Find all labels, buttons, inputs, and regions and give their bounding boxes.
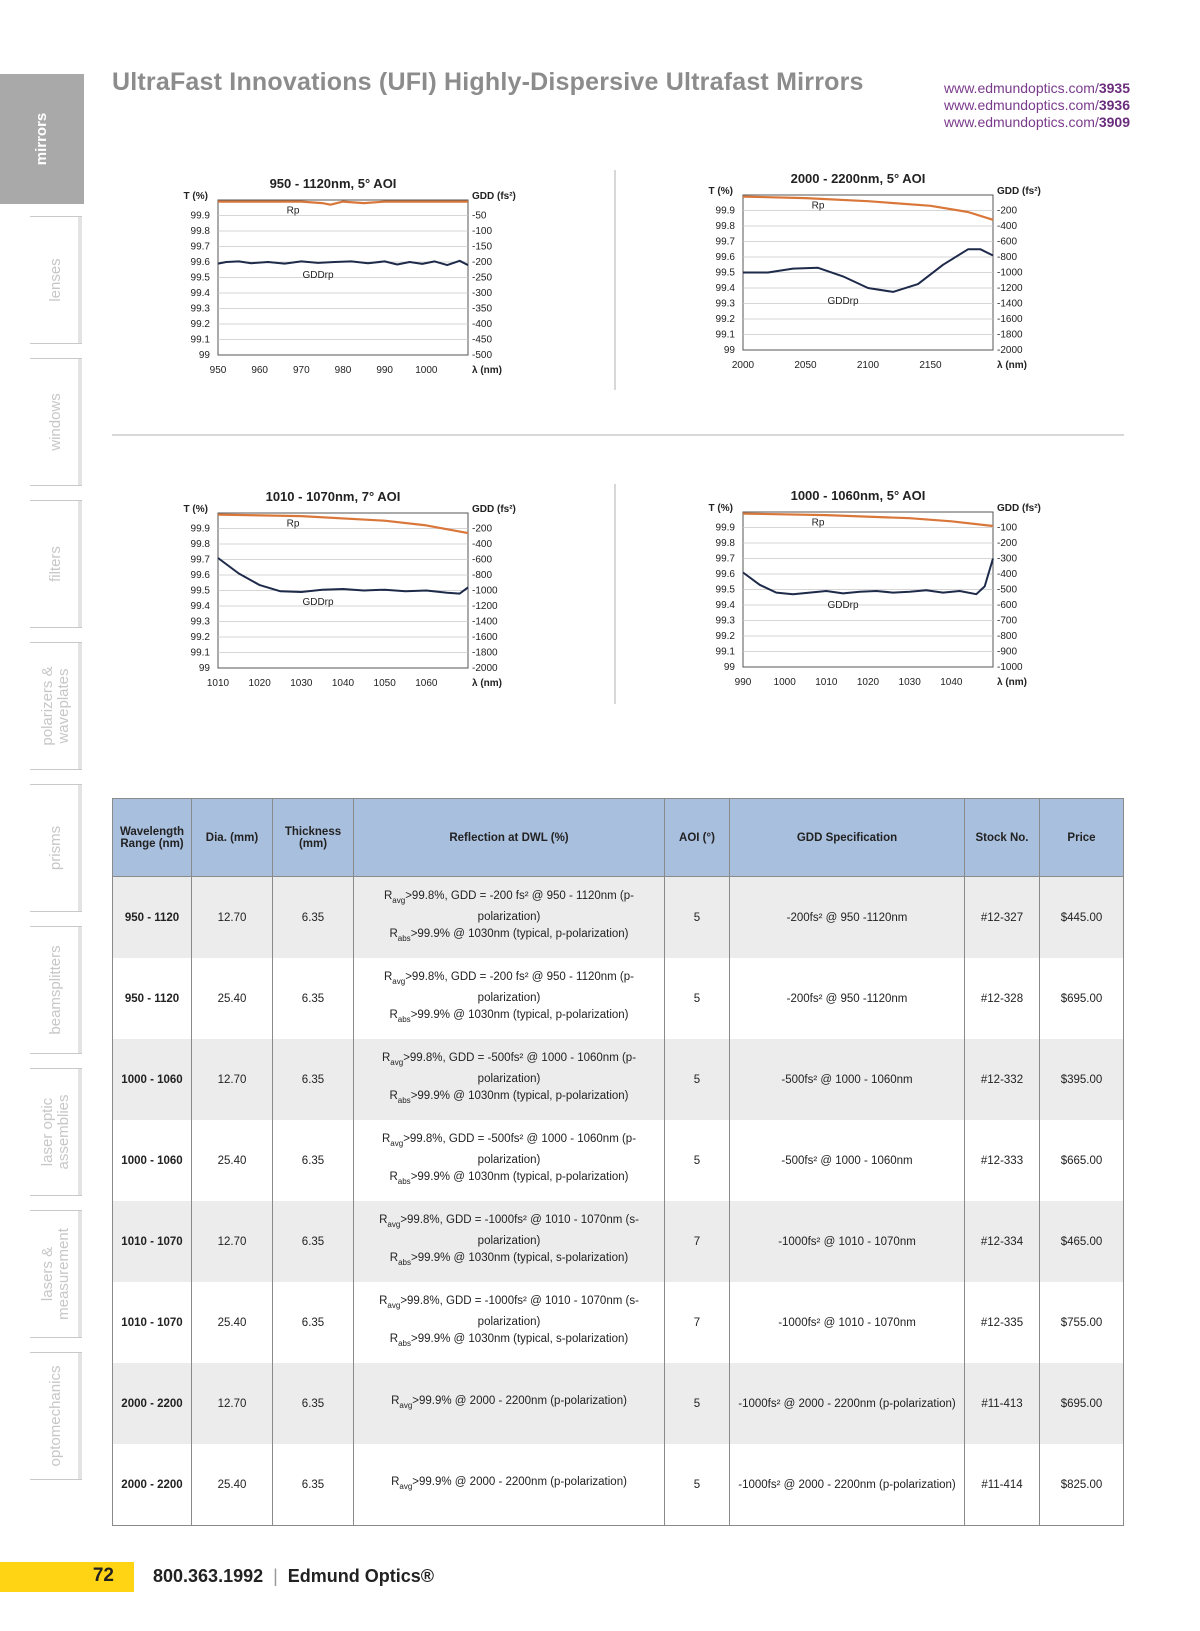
series-line-rp bbox=[218, 202, 468, 205]
table-row bbox=[113, 1282, 1124, 1363]
y-tick-label: -400 bbox=[472, 539, 493, 550]
x-tick-label: 1060 bbox=[415, 678, 438, 689]
diameter: 12.70 bbox=[192, 1363, 273, 1444]
reflection-line: >99.9% @ 1030nm (typical, p-polarization) bbox=[410, 1009, 629, 1021]
y-tick-label: 99.5 bbox=[715, 584, 735, 596]
y-tick-label: 99.4 bbox=[190, 601, 210, 612]
r-subscript: abs bbox=[397, 1015, 411, 1024]
wavelength-range: 1010 - 1070 bbox=[113, 1201, 192, 1282]
y-tick-label: 99.9 bbox=[190, 523, 210, 535]
wavelength-range: 1010 - 1070 bbox=[113, 1282, 192, 1363]
side-tab-label: prisms bbox=[47, 825, 64, 871]
y-tick-label: -1800 bbox=[997, 329, 1023, 341]
diameter: 12.70 bbox=[192, 877, 273, 959]
series-label: GDDrp bbox=[827, 296, 859, 307]
x-tick-label: 1040 bbox=[940, 677, 963, 688]
y-axis-label-left: T (%) bbox=[183, 191, 208, 202]
thickness: 6.35 bbox=[273, 1039, 354, 1120]
y-axis-label-right: GDD (fs²) bbox=[472, 191, 516, 202]
wavelength-range: 1000 - 1060 bbox=[113, 1039, 192, 1120]
y-tick-label: -1400 bbox=[472, 616, 498, 628]
series-label: Rp bbox=[286, 205, 300, 217]
diameter: 25.40 bbox=[192, 958, 273, 1039]
brand-name: Edmund Optics® bbox=[287, 1566, 435, 1586]
y-tick-label: -600 bbox=[472, 554, 493, 566]
thickness: 6.35 bbox=[273, 1201, 354, 1282]
aoi: 7 bbox=[665, 1282, 730, 1363]
stock-number[interactable]: #12-335 bbox=[965, 1282, 1040, 1363]
tab-edge bbox=[78, 359, 82, 485]
aoi: 5 bbox=[665, 1444, 730, 1526]
y-tick-label: -300 bbox=[472, 288, 493, 299]
side-tab[interactable] bbox=[30, 500, 82, 628]
y-tick-label: 99.7 bbox=[715, 236, 735, 248]
y-tick-label: 99.6 bbox=[190, 257, 210, 268]
y-tick-label: 99.1 bbox=[715, 646, 735, 658]
gdd-spec: -1000fs² @ 1010 - 1070nm bbox=[730, 1282, 965, 1363]
wavelength-range: 2000 - 2200 bbox=[113, 1363, 192, 1444]
x-tick-label: 1010 bbox=[815, 677, 838, 688]
y-tick-label: -800 bbox=[997, 631, 1018, 642]
y-axis-label-left: T (%) bbox=[183, 504, 208, 515]
reflection-line: >99.9% @ 1030nm (typical, p-polarization) bbox=[410, 1171, 629, 1183]
x-tick-label: 1040 bbox=[331, 678, 355, 689]
tab-edge bbox=[78, 785, 82, 911]
phone-number: 800.363.1992 bbox=[153, 1566, 264, 1586]
side-tab-label: beamsplitters bbox=[47, 945, 64, 1035]
y-tick-label: 99.8 bbox=[715, 221, 735, 232]
reflection-line: >99.8%, GDD = -200 fs² @ 950 - 1120nm (p-polarization) bbox=[405, 971, 634, 1004]
side-tab[interactable] bbox=[30, 642, 82, 770]
side-tab[interactable] bbox=[0, 74, 84, 204]
chart-divider bbox=[614, 484, 616, 704]
page-number: 72 bbox=[92, 1565, 114, 1586]
url-link[interactable]: www.edmundoptics.com/3936 bbox=[944, 97, 1130, 113]
reflection: $R_{avg}>99.8\%$, GDD = -500fs² @ 1000 - 1060nm (p-polarization) $R_{abs}>99.9\%$ @ 1030nm (typical, p-polarization) bbox=[354, 1039, 665, 1120]
y-tick-label: 99 bbox=[198, 350, 210, 361]
reflection: $R_{avg}>99.8\%$, GDD = -500fs² @ 1000 - 1060nm (p-polarization) $R_{abs}>99.9\%$ @ 1030nm (typical, p-polarization) bbox=[354, 1120, 665, 1201]
thickness: 6.35 bbox=[273, 958, 354, 1039]
y-tick-label: -600 bbox=[997, 236, 1018, 248]
r-subscript: avg bbox=[392, 977, 406, 986]
col-header: Stock No. bbox=[965, 799, 1040, 877]
y-tick-label: 99.5 bbox=[715, 267, 735, 279]
reflection-line: >99.9% @ 1030nm (typical, s-polarization) bbox=[411, 1252, 629, 1264]
side-tab[interactable] bbox=[30, 1210, 82, 1338]
series-label: GDDrp bbox=[302, 596, 334, 608]
y-tick-label: 99.6 bbox=[715, 252, 735, 263]
y-tick-label: 99.1 bbox=[715, 329, 735, 341]
aoi: 7 bbox=[665, 1201, 730, 1282]
y-tick-label: -400 bbox=[997, 569, 1018, 580]
side-tab-label: lenses bbox=[47, 258, 64, 302]
side-tab-label: filters bbox=[47, 546, 64, 582]
y-tick-label: -250 bbox=[472, 272, 493, 284]
gdd-spec: -500fs² @ 1000 - 1060nm bbox=[730, 1120, 965, 1201]
side-tab-label: windows bbox=[47, 393, 64, 451]
col-header: Reflection at DWL (%) bbox=[354, 799, 665, 877]
y-tick-label: -500 bbox=[472, 350, 493, 361]
y-tick-label: 99.3 bbox=[715, 615, 735, 627]
y-tick-label: 99.4 bbox=[190, 288, 210, 299]
y-axis-label-right: GDD (fs²) bbox=[997, 186, 1041, 197]
thickness: 6.35 bbox=[273, 1444, 354, 1526]
y-tick-label: 99 bbox=[198, 663, 210, 674]
reflection-line: >99.8%, GDD = -1000fs² @ 1010 - 1070nm (s-polarization) bbox=[400, 1295, 639, 1328]
side-tab-label: optomechanics bbox=[47, 1365, 64, 1467]
table-row bbox=[113, 1444, 1124, 1526]
stock-number[interactable]: #12-328 bbox=[965, 958, 1040, 1039]
y-tick-label: -150 bbox=[472, 241, 493, 253]
y-axis-label-left: T (%) bbox=[708, 503, 733, 514]
x-tick-label: 950 bbox=[209, 365, 227, 376]
wavelength-range: 950 - 1120 bbox=[113, 877, 192, 959]
y-tick-label: -700 bbox=[997, 615, 1018, 627]
y-tick-label: -1400 bbox=[997, 298, 1023, 310]
y-tick-label: -450 bbox=[472, 334, 493, 346]
r-subscript: avg bbox=[387, 1220, 401, 1229]
reflection-line: >99.8%, GDD = -1000fs² @ 1010 - 1070nm (s-polarization) bbox=[400, 1214, 639, 1247]
series-line-gddrp bbox=[218, 558, 468, 594]
chart-1000-1060 bbox=[705, 482, 1041, 712]
footer-separator: | bbox=[273, 1566, 278, 1586]
diameter: 25.40 bbox=[192, 1120, 273, 1201]
url-link[interactable]: www.edmundoptics.com/3935 bbox=[944, 80, 1130, 96]
x-axis-label: λ (nm) bbox=[997, 677, 1027, 688]
price: $395.00 bbox=[1040, 1039, 1124, 1120]
wavelength-range: 2000 - 2200 bbox=[113, 1444, 192, 1526]
price: $465.00 bbox=[1040, 1201, 1124, 1282]
col-header: Dia. (mm) bbox=[192, 799, 273, 877]
x-tick-label: 960 bbox=[251, 365, 269, 376]
y-tick-label: -100 bbox=[472, 226, 493, 237]
reflection-line: >99.9% @ 1030nm (typical, s-polarization) bbox=[411, 1333, 629, 1345]
y-tick-label: 99 bbox=[723, 345, 735, 356]
y-tick-label: -350 bbox=[472, 303, 493, 315]
y-tick-label: 99.7 bbox=[190, 554, 210, 566]
x-tick-label: 990 bbox=[376, 365, 394, 376]
diameter: 25.40 bbox=[192, 1282, 273, 1363]
y-tick-label: -200 bbox=[997, 538, 1018, 549]
reflection: $R_{avg}>99.8\%$, GDD = -1000fs² @ 1010 - 1070nm (s-polarization) $R_{abs}>99.9\%$ @ 1030nm (typical, s-polarization) bbox=[354, 1201, 665, 1282]
price: $695.00 bbox=[1040, 1363, 1124, 1444]
tab-edge bbox=[78, 643, 82, 769]
tab-edge bbox=[78, 1069, 82, 1195]
series-label: Rp bbox=[286, 518, 300, 530]
chart-950-1120 bbox=[180, 170, 516, 400]
x-tick-label: 1050 bbox=[373, 678, 396, 689]
y-tick-label: -400 bbox=[472, 319, 493, 330]
r-subscript: abs bbox=[398, 1258, 412, 1267]
y-tick-label: -2000 bbox=[472, 663, 498, 674]
chart-title: 1000 - 1060nm, 5° AOI bbox=[790, 488, 926, 503]
table-row bbox=[113, 1120, 1124, 1201]
y-tick-label: -200 bbox=[472, 523, 493, 535]
table-header-row bbox=[113, 799, 1124, 877]
col-header: AOI (°) bbox=[665, 799, 730, 877]
x-axis-label: λ (nm) bbox=[472, 365, 502, 376]
col-header: Wavelength Range (nm) bbox=[113, 799, 192, 877]
thickness: 6.35 bbox=[273, 1363, 354, 1444]
y-axis-label-right: GDD (fs²) bbox=[997, 503, 1041, 514]
chart-2000-2200 bbox=[705, 165, 1041, 395]
r-subscript: abs bbox=[397, 1177, 411, 1186]
x-tick-label: 970 bbox=[292, 365, 310, 376]
x-tick-label: 1020 bbox=[856, 677, 880, 688]
r-subscript: abs bbox=[397, 1096, 411, 1105]
series-label: GDDrp bbox=[302, 270, 334, 281]
chart-1010-1070 bbox=[180, 483, 516, 713]
chart-title: 1010 - 1070nm, 7° AOI bbox=[265, 489, 401, 504]
spec-table bbox=[112, 798, 1124, 1526]
x-axis-label: λ (nm) bbox=[997, 360, 1027, 371]
r-subscript: abs bbox=[398, 1339, 412, 1348]
price: $825.00 bbox=[1040, 1444, 1124, 1526]
series-label: Rp bbox=[811, 517, 825, 529]
y-tick-label: 99 bbox=[723, 662, 735, 673]
tab-edge bbox=[78, 1353, 82, 1479]
side-tab[interactable] bbox=[30, 358, 82, 486]
footer bbox=[153, 1566, 434, 1587]
stock-number[interactable]: #11-413 bbox=[965, 1363, 1040, 1444]
gdd-spec: -1000fs² @ 1010 - 1070nm bbox=[730, 1201, 965, 1282]
r-subscript: avg bbox=[392, 896, 406, 905]
side-tab-label: lasers & measurement bbox=[39, 1228, 72, 1320]
y-tick-label: -1200 bbox=[472, 601, 498, 612]
y-tick-label: 99.2 bbox=[715, 314, 735, 325]
side-tab-label: laser optic assemblies bbox=[39, 1094, 72, 1170]
series-line-rp bbox=[218, 515, 468, 534]
y-tick-label: -1600 bbox=[472, 632, 498, 643]
gdd-spec: -200fs² @ 950 -1120nm bbox=[730, 877, 965, 959]
tab-edge bbox=[78, 217, 82, 343]
y-tick-label: -200 bbox=[472, 257, 493, 268]
r-subscript: avg bbox=[390, 1139, 404, 1148]
series-label: Rp bbox=[811, 200, 825, 212]
y-tick-label: 99.4 bbox=[715, 283, 735, 294]
reflection: $R_{avg}>99.9\%$ @ 2000 - 2200nm (p-polarization) bbox=[354, 1363, 665, 1444]
x-tick-label: 1010 bbox=[206, 678, 230, 689]
thickness: 6.35 bbox=[273, 1282, 354, 1363]
y-tick-label: 99.6 bbox=[715, 569, 735, 580]
y-tick-label: -1000 bbox=[997, 662, 1023, 673]
y-tick-label: 99.1 bbox=[190, 647, 210, 659]
y-tick-label: 99.1 bbox=[190, 334, 210, 346]
diameter: 12.70 bbox=[192, 1039, 273, 1120]
y-axis-label-right: GDD (fs²) bbox=[472, 504, 516, 515]
table-row bbox=[113, 1039, 1124, 1120]
y-tick-label: 99.2 bbox=[190, 319, 210, 330]
page-number-box bbox=[0, 1562, 134, 1592]
y-tick-label: 99.8 bbox=[190, 539, 210, 550]
y-tick-label: 99.5 bbox=[190, 585, 210, 597]
y-tick-label: 99.8 bbox=[190, 226, 210, 237]
y-tick-label: -2000 bbox=[997, 345, 1023, 356]
x-tick-label: 2150 bbox=[919, 360, 942, 371]
y-tick-label: 99.8 bbox=[715, 538, 735, 549]
price: $445.00 bbox=[1040, 877, 1124, 959]
y-tick-label: 99.3 bbox=[190, 616, 210, 628]
y-tick-label: 99.5 bbox=[190, 272, 210, 284]
y-tick-label: -500 bbox=[997, 584, 1018, 596]
aoi: 5 bbox=[665, 1363, 730, 1444]
side-tab[interactable] bbox=[30, 784, 82, 912]
y-tick-label: -1800 bbox=[472, 647, 498, 659]
reflection: $R_{avg}>99.9\%$ @ 2000 - 2200nm (p-polarization) bbox=[354, 1444, 665, 1526]
aoi: 5 bbox=[665, 1039, 730, 1120]
y-tick-label: -100 bbox=[997, 522, 1018, 534]
col-header: Price bbox=[1040, 799, 1124, 877]
chart-row-divider bbox=[112, 434, 1124, 436]
wavelength-range: 950 - 1120 bbox=[113, 958, 192, 1039]
r-subscript: avg bbox=[390, 1058, 404, 1067]
diameter: 25.40 bbox=[192, 1444, 273, 1526]
y-tick-label: 99.9 bbox=[715, 205, 735, 217]
reflection-line: >99.9% @ 2000 - 2200nm (p-polarization) bbox=[412, 1395, 627, 1407]
series-line-rp bbox=[743, 197, 993, 220]
page-title: UltraFast Innovations (UFI) Highly-Dispersive Ultrafast Mirrors bbox=[112, 68, 864, 96]
reflection: $R_{avg}>99.8\%$, GDD = -1000fs² @ 1010 - 1070nm (s-polarization) $R_{abs}>99.9\%$ @ 1030nm (typical, s-polarization) bbox=[354, 1282, 665, 1363]
thickness: 6.35 bbox=[273, 1120, 354, 1201]
x-tick-label: 1000 bbox=[415, 365, 438, 376]
x-tick-label: 1020 bbox=[248, 678, 271, 689]
side-tab[interactable] bbox=[30, 926, 82, 1054]
table-row bbox=[113, 958, 1124, 1039]
x-tick-label: 990 bbox=[734, 677, 752, 688]
y-tick-label: -600 bbox=[997, 600, 1018, 611]
series-line-gddrp bbox=[218, 261, 468, 265]
reflection: $R_{avg}>99.8\%$, GDD = -200 fs² @ 950 - 1120nm (p-polarization) $R_{abs}>99.9\%$ @ 1030nm (typical, p-polarization) bbox=[354, 958, 665, 1039]
y-tick-label: 99.2 bbox=[715, 631, 735, 642]
stock-number[interactable]: #12-332 bbox=[965, 1039, 1040, 1120]
reflection: $R_{avg}>99.8\%$, GDD = -200 fs² @ 950 - 1120nm (p-polarization) $R_{abs}>99.9\%$ @ 1030nm (typical, p-polarization) bbox=[354, 877, 665, 959]
reflection-line: >99.8%, GDD = -200 fs² @ 950 - 1120nm (p-polarization) bbox=[405, 890, 634, 923]
r-subscript: avg bbox=[399, 1482, 413, 1491]
y-tick-label: -300 bbox=[997, 553, 1018, 565]
reflection-line: >99.9% @ 1030nm (typical, p-polarization) bbox=[410, 1090, 629, 1102]
reflection-line: >99.9% @ 1030nm (typical, p-polarization) bbox=[410, 928, 629, 940]
chart-divider bbox=[614, 170, 616, 390]
y-tick-label: -1000 bbox=[472, 585, 498, 597]
gdd-spec: -500fs² @ 1000 - 1060nm bbox=[730, 1039, 965, 1120]
gdd-spec: -200fs² @ 950 -1120nm bbox=[730, 958, 965, 1039]
stock-number[interactable]: #12-334 bbox=[965, 1201, 1040, 1282]
reflection-line: >99.8%, GDD = -500fs² @ 1000 - 1060nm (p-polarization) bbox=[403, 1052, 637, 1085]
x-tick-label: 2050 bbox=[794, 360, 817, 371]
reflection-line: >99.9% @ 2000 - 2200nm (p-polarization) bbox=[412, 1476, 627, 1488]
y-tick-label: 99.2 bbox=[190, 632, 210, 643]
x-tick-label: 2000 bbox=[731, 360, 755, 371]
stock-number[interactable]: #12-333 bbox=[965, 1120, 1040, 1201]
y-tick-label: 99.7 bbox=[190, 241, 210, 253]
series-label: GDDrp bbox=[827, 599, 859, 611]
url-link[interactable]: www.edmundoptics.com/3909 bbox=[944, 114, 1130, 130]
y-tick-label: 99.9 bbox=[190, 210, 210, 222]
y-tick-label: -1200 bbox=[997, 283, 1023, 294]
y-tick-label: -50 bbox=[472, 210, 487, 222]
y-tick-label: -800 bbox=[997, 252, 1018, 263]
side-tab[interactable] bbox=[30, 1352, 82, 1480]
y-tick-label: -400 bbox=[997, 221, 1018, 232]
tab-edge bbox=[78, 501, 82, 627]
x-axis-label: λ (nm) bbox=[472, 678, 502, 689]
x-tick-label: 1000 bbox=[773, 677, 796, 688]
y-tick-label: -1000 bbox=[997, 267, 1023, 279]
gdd-spec: -1000fs² @ 2000 - 2200nm (p-polarization) bbox=[730, 1444, 965, 1526]
aoi: 5 bbox=[665, 1120, 730, 1201]
y-tick-label: 99.3 bbox=[715, 298, 735, 310]
tab-edge bbox=[78, 1211, 82, 1337]
aoi: 5 bbox=[665, 958, 730, 1039]
r-subscript: avg bbox=[387, 1301, 401, 1310]
x-tick-label: 1030 bbox=[898, 677, 921, 688]
y-axis-label-left: T (%) bbox=[708, 186, 733, 197]
price: $755.00 bbox=[1040, 1282, 1124, 1363]
diameter: 12.70 bbox=[192, 1201, 273, 1282]
series-line-gddrp bbox=[743, 249, 993, 292]
stock-number[interactable]: #12-327 bbox=[965, 877, 1040, 959]
y-tick-label: -900 bbox=[997, 646, 1018, 658]
y-tick-label: 99.7 bbox=[715, 553, 735, 565]
side-tab-label: polarizers & waveplates bbox=[39, 666, 72, 746]
r-subscript: avg bbox=[399, 1401, 413, 1410]
gdd-spec: -1000fs² @ 2000 - 2200nm (p-polarization) bbox=[730, 1363, 965, 1444]
series-line-rp bbox=[743, 514, 993, 526]
y-tick-label: 99.6 bbox=[190, 570, 210, 581]
y-tick-label: 99.3 bbox=[190, 303, 210, 315]
table-row bbox=[113, 1201, 1124, 1282]
col-header: GDD Specification bbox=[730, 799, 965, 877]
x-tick-label: 980 bbox=[334, 365, 352, 376]
y-tick-label: -1600 bbox=[997, 314, 1023, 325]
table-row bbox=[113, 1363, 1124, 1444]
x-tick-label: 1030 bbox=[290, 678, 313, 689]
tab-edge bbox=[78, 927, 82, 1053]
series-line-gddrp bbox=[743, 559, 993, 595]
side-tab[interactable] bbox=[30, 216, 82, 344]
side-tab[interactable] bbox=[30, 1068, 82, 1196]
chart-title: 950 - 1120nm, 5° AOI bbox=[269, 176, 397, 191]
stock-number[interactable]: #11-414 bbox=[965, 1444, 1040, 1526]
aoi: 5 bbox=[665, 877, 730, 959]
price: $665.00 bbox=[1040, 1120, 1124, 1201]
r-subscript: abs bbox=[397, 934, 411, 943]
y-tick-label: 99.4 bbox=[715, 600, 735, 611]
price: $695.00 bbox=[1040, 958, 1124, 1039]
url-list bbox=[944, 80, 1130, 131]
col-header: Thickness (mm) bbox=[273, 799, 354, 877]
table-row bbox=[113, 877, 1124, 959]
x-tick-label: 2100 bbox=[856, 360, 880, 371]
wavelength-range: 1000 - 1060 bbox=[113, 1120, 192, 1201]
thickness: 6.35 bbox=[273, 877, 354, 959]
reflection-line: >99.8%, GDD = -500fs² @ 1000 - 1060nm (p-polarization) bbox=[403, 1133, 637, 1166]
y-tick-label: -800 bbox=[472, 570, 493, 581]
y-tick-label: -200 bbox=[997, 205, 1018, 217]
chart-title: 2000 - 2200nm, 5° AOI bbox=[790, 171, 926, 186]
side-tab-label: mirrors bbox=[33, 112, 50, 166]
y-tick-label: 99.9 bbox=[715, 522, 735, 534]
